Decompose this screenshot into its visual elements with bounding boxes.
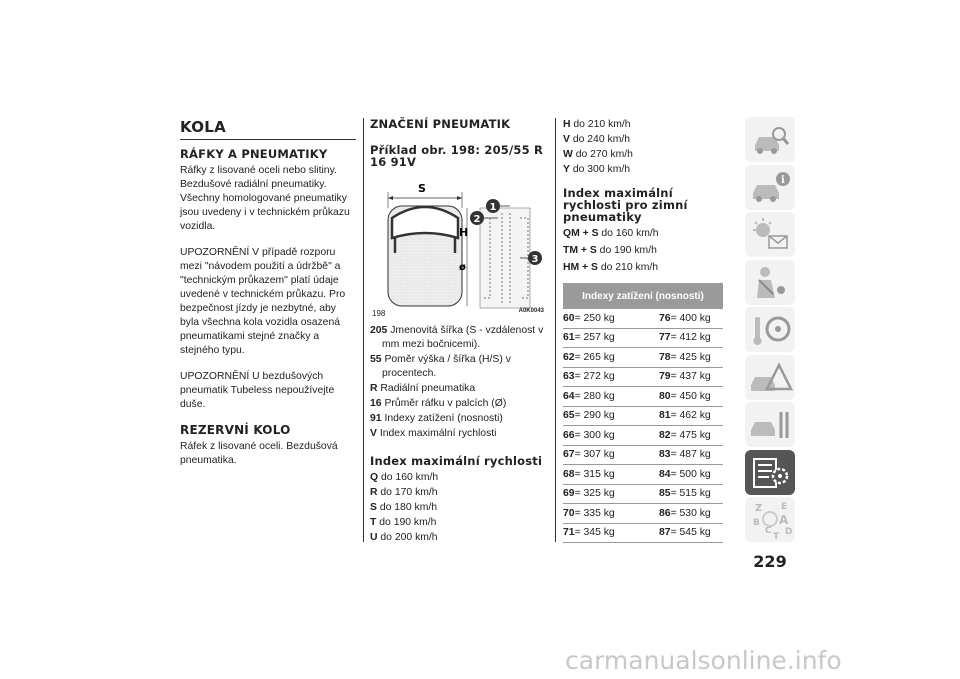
tab-index[interactable] (745, 497, 795, 542)
callout-1: 1 (489, 202, 497, 213)
speed-item: H do 210 km/h (563, 119, 631, 130)
load-index-cell: 85= 515 kg (655, 484, 723, 504)
specs-gear-icon (745, 450, 795, 495)
column-tyre-marking (370, 118, 548, 546)
watermark: carmanualsonline.info (565, 646, 842, 675)
load-index-cell: 67= 307 kg (563, 445, 655, 465)
car-search-icon (745, 117, 795, 162)
load-index-row (563, 484, 723, 504)
label-diameter: ø (459, 262, 466, 273)
tab-safety[interactable] (745, 260, 795, 305)
svg-text:E: E (781, 502, 788, 512)
load-index-cell: 60= 250 kg (563, 309, 655, 328)
svg-text:i: i (781, 174, 785, 186)
paragraph-rims: Ráfky z lisované oceli nebo slitiny. Bezdušové radiální pneumatiky. Všechny homologované pneumatiky jsou uvedeny i v technickém průkazu vozidla. (180, 165, 350, 232)
paragraph-warning-documents: UPOZORNĚNÍ V případě rozporu mezi "návodem použití a údržbě" a "technickým průkazem" platí údaje uvedené v technickém průkazu. Pro bezpečnost jízdy je nezbytné, aby byla všechna kola vozidla osazená pneumatikami stejné značky a stejného typu. (180, 247, 346, 356)
load-index-table (563, 283, 723, 543)
heading-rims-tyres: RÁFKY A PNEUMATIKY (180, 147, 328, 161)
speed-list (370, 471, 548, 545)
paragraph-spare-wheel: Ráfek z lisované oceli. Bezdušová pneumatika. (180, 441, 338, 466)
tab-lights[interactable] (745, 212, 795, 257)
legend-list (370, 324, 548, 441)
load-index-cell: 84= 500 kg (655, 465, 723, 485)
winter-item: QM + S do 160 km/h (563, 228, 659, 239)
callout-2: 2 (473, 214, 481, 225)
column-load-index (563, 118, 723, 543)
svg-text:Z: Z (755, 503, 763, 514)
svg-text:B: B (753, 518, 760, 528)
speed-item: Y do 300 km/h (563, 164, 631, 175)
tab-technical-data[interactable] (745, 450, 795, 495)
speed-item: R do 170 km/h (370, 487, 438, 498)
svg-text:T: T (773, 532, 780, 542)
car-tools-icon (745, 402, 795, 447)
winter-item: TM + S do 190 km/h (563, 245, 657, 256)
load-index-cell: 83= 487 kg (655, 445, 723, 465)
legend-item: V Index maximální rychlosti (370, 428, 497, 439)
speed-item: Q do 160 km/h (370, 472, 439, 483)
tyre-figure (370, 178, 548, 318)
legend-item: R Radiální pneumatika (370, 383, 476, 394)
winter-item: HM + S do 210 km/h (563, 262, 659, 273)
load-index-row (563, 406, 723, 426)
label-s: S (418, 182, 426, 195)
heading-speed-index: Index maximální rychlosti (370, 454, 543, 468)
person-seatbelt-icon (745, 260, 795, 305)
heading-tyre-marking: ZNAČENÍ PNEUMATIK (370, 117, 511, 131)
load-index-row (563, 387, 723, 407)
label-h: H (459, 226, 469, 239)
legend-item: 205 Jmenovitá šířka (S - vzdálenost v mm mezi bočnicemi). (370, 325, 544, 350)
load-index-cell: 80= 450 kg (655, 387, 723, 407)
speed-item: U do 200 km/h (370, 532, 438, 543)
lights-mail-icon (745, 212, 795, 257)
figure-code: A0K0043 (518, 308, 544, 314)
svg-text:A: A (779, 513, 789, 527)
load-index-cell: 70= 335 kg (563, 504, 655, 524)
load-index-cell: 79= 437 kg (655, 367, 723, 387)
load-index-row (563, 367, 723, 387)
page-number: 229 (753, 552, 787, 571)
legend-item: 16 Průměr ráfku v palcích (Ø) (370, 398, 507, 409)
load-index-cell: 86= 530 kg (655, 504, 723, 524)
tab-dashboard[interactable] (745, 117, 795, 162)
load-index-cell: 62= 265 kg (563, 348, 655, 368)
tyre-cross-section-diagram (370, 178, 548, 318)
load-index-cell: 65= 290 kg (563, 406, 655, 426)
winter-list (563, 227, 723, 275)
load-index-row (563, 348, 723, 368)
svg-text:D: D (785, 527, 793, 537)
tab-starting[interactable] (745, 307, 795, 352)
speed-item: W do 270 km/h (563, 149, 633, 160)
load-index-cell: 78= 425 kg (655, 348, 723, 368)
load-index-header: Indexy zatížení (nosnosti) (563, 283, 723, 309)
chapter-sidebar (745, 117, 795, 545)
column-wheels (180, 118, 356, 480)
key-steering-icon (745, 307, 795, 352)
legend-item: 55 Poměr výška / šířka (H/S) v procentech. (370, 354, 511, 379)
car-warning-icon (745, 355, 795, 400)
load-index-cell: 71= 345 kg (563, 523, 655, 543)
load-index-row (563, 523, 723, 543)
speed-item: S do 180 km/h (370, 502, 438, 513)
load-index-cell: 77= 412 kg (655, 328, 723, 348)
load-index-row (563, 504, 723, 524)
tab-knowing-car[interactable] (745, 165, 795, 210)
paragraph-warning-tubeless: UPOZORNĚNÍ U bezdušových pneumatik Tubeless nepoužívejte duše. (180, 371, 335, 410)
load-index-row (563, 465, 723, 485)
figure-number: 198 (372, 309, 386, 318)
heading-winter-speed-index: Index maximální rychlosti pro zimní pneumatiky (563, 186, 688, 224)
load-index-cell: 76= 400 kg (655, 309, 723, 328)
speed-list-cont (563, 118, 723, 177)
heading-spare-wheel: REZERVNÍ KOLO (180, 423, 291, 437)
column-divider (363, 118, 364, 542)
speed-item: V do 240 km/h (563, 134, 631, 145)
load-index-cell: 81= 462 kg (655, 406, 723, 426)
load-index-row (563, 328, 723, 348)
car-info-icon (745, 165, 795, 210)
speed-item: T do 190 km/h (370, 517, 437, 528)
load-index-cell: 87= 545 kg (655, 523, 723, 543)
column-divider (555, 118, 556, 542)
svg-text:C: C (765, 526, 772, 536)
load-index-cell: 63= 272 kg (563, 367, 655, 387)
load-index-cell: 66= 300 kg (563, 426, 655, 446)
tab-emergency[interactable] (745, 355, 795, 400)
load-index-cell: 68= 315 kg (563, 465, 655, 485)
load-index-cell: 69= 325 kg (563, 484, 655, 504)
tab-maintenance[interactable] (745, 402, 795, 447)
load-index-cell: 82= 475 kg (655, 426, 723, 446)
callout-3: 3 (531, 254, 539, 265)
load-index-row (563, 426, 723, 446)
heading-example: Příklad obr. 198: 205/55 R 16 91V (370, 143, 544, 169)
section-title-wheels: KOLA (180, 118, 356, 140)
load-index-row (563, 445, 723, 465)
legend-item: 91 Indexy zatížení (nosnosti) (370, 413, 503, 424)
load-index-row (563, 309, 723, 328)
load-index-cell: 61= 257 kg (563, 328, 655, 348)
load-index-cell: 64= 280 kg (563, 387, 655, 407)
alphabet-index-icon (745, 497, 795, 542)
